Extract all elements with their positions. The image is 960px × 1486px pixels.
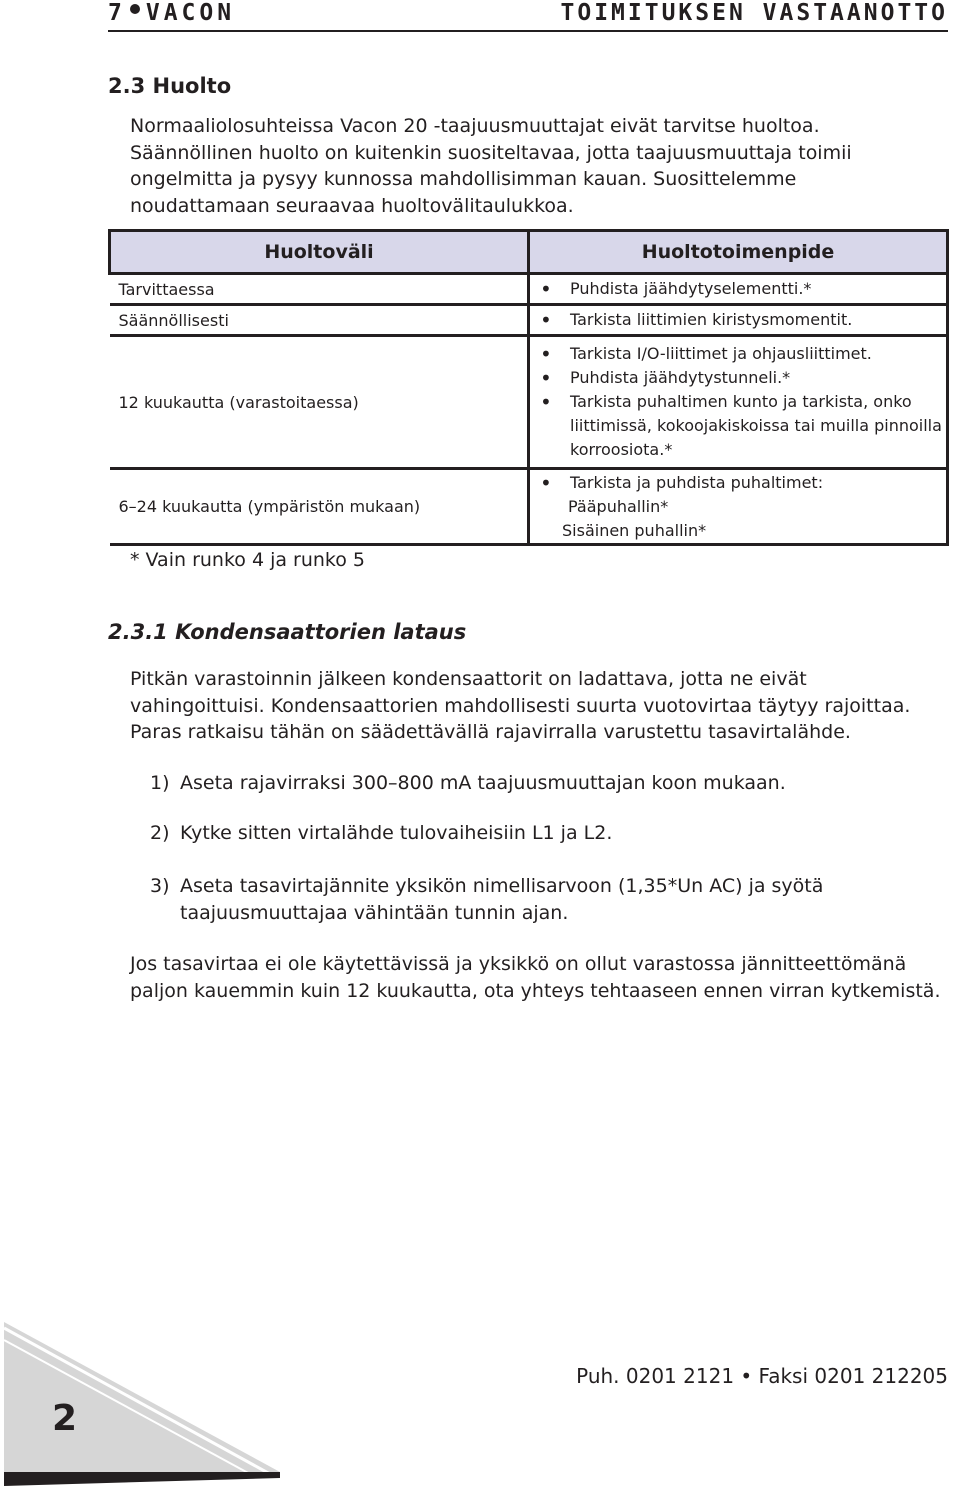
action-item: • Tarkista liittimien kiristysmomentit.	[540, 308, 946, 332]
action-item: • Tarkista I/O-liittimet ja ohjausliittimet.	[540, 342, 946, 366]
action-item: • Tarkista puhaltimen kunto ja tarkista, onko liittimissä, kokoojakiskoissa tai muilla pinnoilla korroosiota.*	[540, 390, 946, 462]
section-paragraph: Normaaliolosuhteissa Vacon 20 -taajuusmuuttajat eivät tarvitse huoltoa. Säännöllinen huolto on kuitenkin suositeltavaa, jotta taajuusmuuttaja toimii ongelmitta ja pysyy kunnossa mahdollisimman kauan. Suosittelemme noudattamaan seuraavaa huoltovälitaulukkoa.	[130, 115, 852, 217]
list-number: 1)	[150, 772, 170, 794]
table-row	[110, 274, 948, 305]
maintenance-table	[108, 229, 949, 546]
interval-cell: 6–24 kuukautta (ympäristön mukaan)	[110, 469, 529, 545]
section-title: 2.3 Huolto	[108, 74, 232, 98]
list-number: 3)	[150, 875, 170, 897]
table-row	[110, 336, 948, 469]
list-item	[150, 770, 850, 797]
page-number: 2	[52, 1398, 78, 1439]
page-corner-graphic	[0, 1322, 280, 1486]
list-item	[150, 873, 850, 926]
header-brand: VACON	[145, 0, 236, 26]
closing-paragraph: Jos tasavirtaa ei ole käytettävissä ja yksikkö on ollut varastossa jännitteettömänä paljon kauemmin kuin 12 kuukautta, ota yhteys tehtaaseen ennen virran kytkemistä.	[130, 953, 941, 1002]
table-header-row	[110, 231, 948, 274]
list-number: 2)	[150, 822, 170, 844]
table-header-interval: Huoltoväli	[110, 231, 529, 274]
header-page-number: 7	[108, 0, 126, 26]
action-cell	[529, 469, 948, 545]
action-item: • Puhdista jäähdytystunneli.*	[540, 366, 946, 390]
interval-cell: Tarvittaessa	[110, 274, 529, 305]
action-cell	[529, 305, 948, 336]
action-cell	[529, 274, 948, 305]
interval-cell: 12 kuukautta (varastoitaessa)	[110, 336, 529, 469]
sub-item: Pääpuhallin*	[568, 496, 669, 516]
list-item	[150, 820, 850, 847]
table-header-action: Huoltotoimenpide	[529, 231, 948, 274]
table-row	[110, 469, 948, 545]
page-header	[108, 0, 948, 32]
list-text: Kytke sitten virtalähde tulovaiheisiin L1 ja L2.	[180, 822, 613, 844]
list-text: Aseta tasavirtajännite yksikön nimellisarvoon (1,35*Un AC) ja syötä	[180, 875, 824, 897]
action-cell	[529, 336, 948, 469]
subsection-paragraph: Pitkän varastoinnin jälkeen kondensaattorit on ladattava, jotta ne eivät vahingoittuisi. Kondensaattorien mahdollisesti suurta vuotovirtaa täytyy rajoittaa. Paras ratkaisu tähän on säädettävällä rajavirralla varustettu tasavirtalähde.	[130, 668, 911, 743]
action-item: • Puhdista jäähdytyselementti.*	[540, 277, 946, 301]
subsection-title: 2.3.1 Kondensaattorien lataus	[108, 620, 467, 644]
table-row	[110, 305, 948, 336]
table-footnote: * Vain runko 4 ja runko 5	[130, 549, 366, 571]
list-text-continued: taajuusmuuttajaa vähintään tunnin ajan.	[180, 901, 569, 924]
bullet-dot-icon	[130, 4, 140, 14]
header-left	[108, 0, 235, 26]
interval-cell: Säännöllisesti	[110, 305, 529, 336]
action-item: • Tarkista ja puhdista puhaltimet:	[540, 471, 946, 495]
sub-item: Sisäinen puhallin*	[562, 520, 707, 540]
header-chapter: TOIMITUKSEN VASTAANOTTO	[560, 0, 948, 26]
footer-contact: Puh. 0201 2121 • Faksi 0201 212205	[576, 1364, 948, 1388]
list-text: Aseta rajavirraksi 300–800 mA taajuusmuuttajan koon mukaan.	[180, 772, 786, 794]
